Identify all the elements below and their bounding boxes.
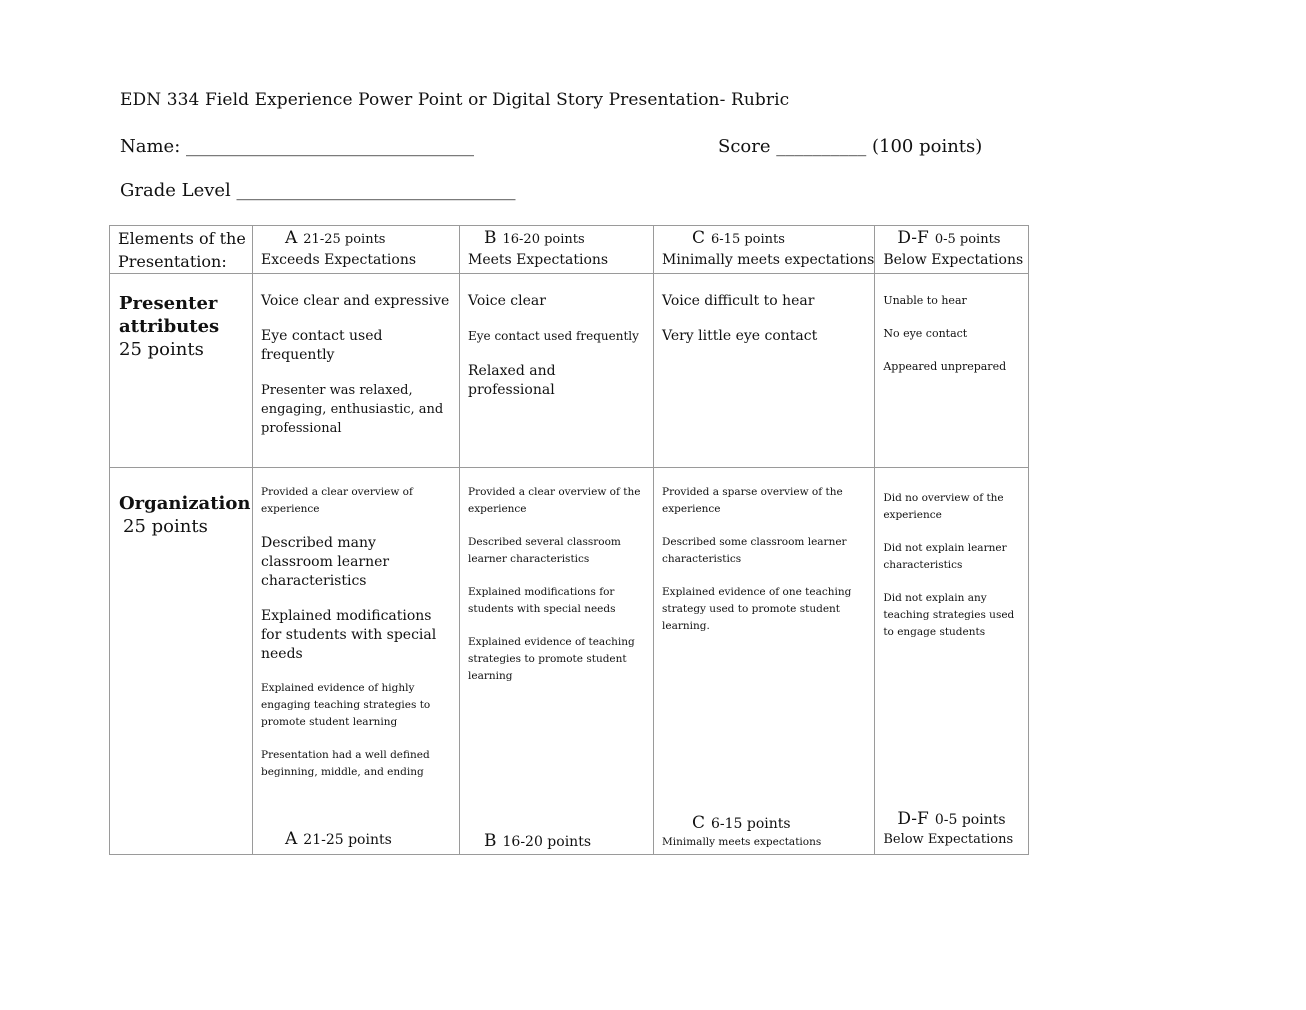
grade-letter: D-F — [897, 809, 929, 829]
criterion: Voice clear — [468, 293, 546, 309]
criteria-cell-c — [654, 274, 875, 468]
grade-letter: D-F — [897, 228, 929, 248]
name-blank: ________________________________ — [186, 136, 475, 157]
rubric-row-organization — [110, 468, 1029, 855]
criterion: Explained modifications for students with special needs — [468, 586, 616, 615]
grade-desc: Meets Expectations — [468, 252, 609, 268]
header-grade-df — [875, 226, 1029, 274]
score-total: (100 points) — [871, 136, 983, 157]
grade-level-line — [120, 180, 516, 201]
grade-desc: Below Expectations — [883, 252, 1024, 268]
score-line — [718, 136, 982, 157]
row-title: Presenter attributes — [119, 293, 220, 337]
grade-points: 16-20 points — [502, 834, 592, 850]
criterion: Provided a sparse overview of the experience — [662, 486, 843, 515]
criterion: Unable to hear — [883, 294, 967, 307]
score-blank: __________ — [776, 136, 867, 157]
name-label: Name: — [120, 136, 181, 157]
criterion: Described several classroom learner characteristics — [468, 536, 621, 565]
grade-points: 16-20 points — [502, 232, 585, 247]
name-line — [120, 136, 474, 157]
grade-points: 6-15 points — [711, 816, 791, 832]
document-title: EDN 334 Field Experience Power Point or Digital Story Presentation- Rubric — [120, 90, 790, 110]
grade-points: 0-5 points — [934, 812, 1006, 828]
criteria-cell-a — [253, 468, 460, 855]
criterion: Provided a clear overview of experience — [261, 486, 413, 515]
criterion: Described some classroom learner characteristics — [662, 536, 847, 565]
grade-desc: Minimally meets expectations — [662, 836, 822, 848]
footer-grade-a — [253, 829, 459, 850]
footer-grade-c — [654, 813, 874, 850]
criterion: Did not explain any teaching strategies used to engage students — [883, 592, 1015, 638]
criterion: Did not explain learner characteristics — [883, 542, 1007, 571]
grade-desc: Below Expectations — [883, 832, 1014, 847]
grade-letter: B — [484, 831, 497, 851]
criteria-cell-b — [460, 274, 654, 468]
footer-grade-b — [460, 831, 653, 852]
grade-points: 21-25 points — [303, 232, 386, 247]
grade-level-label: Grade Level — [120, 180, 231, 201]
row-title: Organization — [119, 493, 251, 514]
criteria-cell-df — [875, 468, 1029, 855]
header-grade-a — [253, 226, 460, 274]
grade-points: 6-15 points — [711, 232, 785, 247]
criterion: Relaxed and professional — [468, 363, 556, 398]
grade-letter: B — [484, 228, 497, 248]
header-elements-cell — [110, 226, 253, 274]
header-grade-b — [460, 226, 654, 274]
criterion: Explained evidence of one teaching strategy used to promote student learning. — [662, 586, 852, 632]
grade-points: 21-25 points — [303, 832, 392, 848]
elements-label: Elements of the Presentation: — [118, 229, 246, 271]
row-label-cell — [110, 274, 253, 468]
criterion: Presenter was relaxed, engaging, enthusiastic, and professional — [261, 383, 444, 436]
criterion: Explained evidence of highly engaging teaching strategies to promote student learning — [261, 682, 431, 728]
row-points: 25 points — [123, 516, 208, 537]
score-label: Score — [718, 136, 771, 157]
grade-points: 0-5 points — [934, 232, 1001, 247]
criterion: Did no overview of the experience — [883, 492, 1004, 521]
grade-level-blank: _______________________________ — [236, 180, 516, 201]
header-grade-c — [654, 226, 875, 274]
criterion: Eye contact used frequently — [468, 329, 639, 343]
criterion: Described many classroom learner characteristics — [261, 535, 390, 589]
criterion: Appeared unprepared — [883, 360, 1007, 373]
criteria-cell-b — [460, 468, 654, 855]
grade-letter: C — [692, 228, 706, 248]
criterion: Presentation had a well defined beginning, middle, and ending — [261, 749, 430, 778]
criterion: Explained modifications for students with special needs — [261, 608, 437, 662]
rubric-header-row — [110, 226, 1029, 274]
criterion: Voice clear and expressive — [261, 293, 450, 309]
grade-letter: A — [285, 829, 298, 849]
criterion: Voice difficult to hear — [662, 293, 815, 309]
grade-letter: C — [692, 813, 706, 833]
grade-desc: Minimally meets expectations — [662, 252, 875, 268]
criteria-cell-c — [654, 468, 875, 855]
grade-letter: A — [285, 228, 298, 248]
criterion: Explained evidence of teaching strategies to promote student learning — [468, 636, 635, 682]
footer-grade-df — [875, 809, 1028, 850]
criterion: No eye contact — [883, 327, 968, 340]
criteria-cell-df — [875, 274, 1029, 468]
row-points: 25 points — [119, 339, 204, 360]
criterion: Very little eye contact — [662, 328, 818, 344]
rubric-row-presenter — [110, 274, 1029, 468]
row-label-cell — [110, 468, 253, 855]
criterion: Provided a clear overview of the experience — [468, 486, 641, 515]
criteria-cell-a — [253, 274, 460, 468]
rubric-table — [109, 225, 1029, 855]
grade-desc: Exceeds Expectations — [261, 252, 417, 268]
criterion: Eye contact used frequently — [261, 328, 383, 363]
